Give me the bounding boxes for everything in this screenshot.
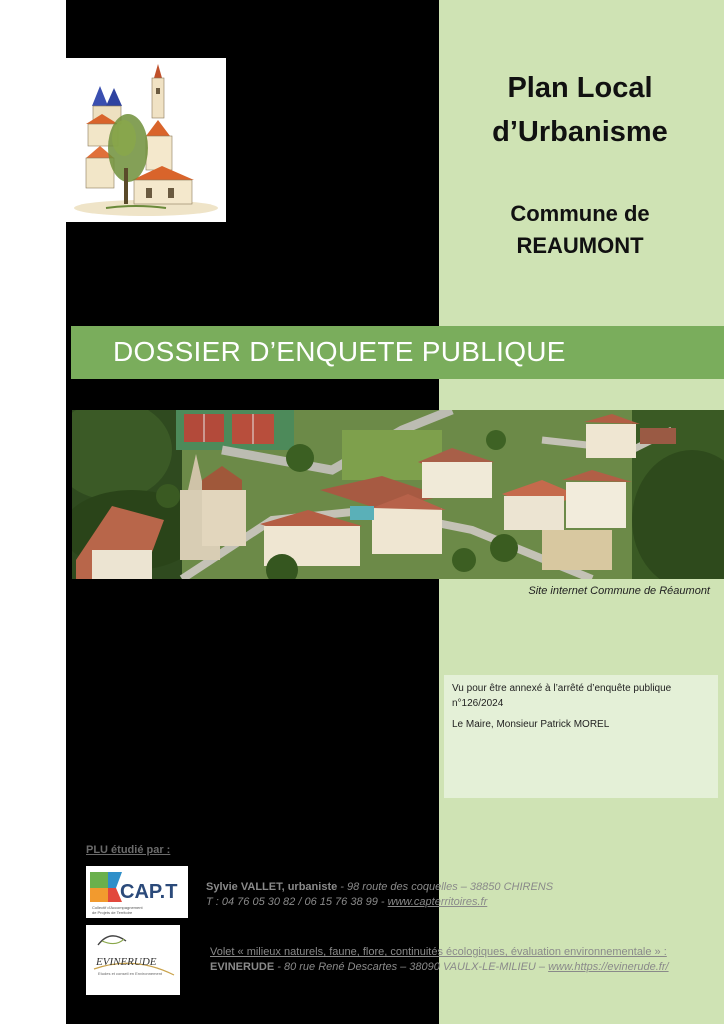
dossier-banner	[71, 326, 724, 379]
annex-line-1: Vu pour être annexé à l’arrêté d’enquête publique	[452, 683, 672, 694]
credit2-name: EVINERUDE	[210, 961, 275, 973]
capt-logo-tagline-2: de Projets de Territoire	[92, 910, 133, 915]
evi-logo-tagline: Etudes et conseil en Environnement	[98, 971, 163, 976]
annex-line-2: n°126/2024	[452, 698, 504, 709]
capt-logo-tagline-1: Collectif d'Accompagnement	[92, 905, 143, 910]
title-line-2: d’Urbanisme	[492, 116, 668, 148]
credit1-phone: T : 04 76 05 30 82 / 06 15 76 38 99 -	[206, 896, 388, 908]
title-line-1: Plan Local	[507, 72, 653, 104]
capt-logo-name: CAP.T	[120, 881, 178, 903]
capt-logo	[86, 866, 188, 918]
annex-box	[444, 675, 718, 798]
annex-line-3: Le Maire, Monsieur Patrick MOREL	[452, 719, 610, 730]
credit-evinerude	[210, 945, 669, 975]
banner-text: DOSSIER D’ENQUETE PUBLIQUE	[113, 336, 566, 367]
plu-label: PLU étudié par :	[86, 844, 171, 856]
evinerude-logo	[86, 925, 180, 995]
subtitle-line-2: REAUMONT	[516, 233, 644, 258]
credit1-web-link[interactable]: www.capterritoires.fr	[387, 896, 488, 908]
commune-subtitle	[460, 198, 700, 262]
credit2-address: - 80 rue René Descartes – 38090 VAULX-LE-MILIEU –	[274, 961, 549, 973]
subtitle-line-1: Commune de	[510, 201, 650, 226]
credit1-name: Sylvie VALLET, urbaniste	[206, 881, 338, 893]
photo-caption: Site internet Commune de Réaumont	[528, 585, 710, 597]
evi-logo-name: EVINERUDE	[96, 956, 157, 968]
credit-capt	[206, 880, 553, 910]
document-title	[460, 66, 700, 154]
credit2-web-link[interactable]: www.https://evinerude.fr/	[548, 961, 669, 973]
village-sketch-logo	[66, 58, 226, 222]
credit1-address: - 98 route des coquelles – 38850 CHIRENS	[337, 881, 554, 893]
aerial-village-photo	[72, 410, 724, 579]
credit2-line-1: Volet « milieux naturels, faune, flore, continuités écologiques, évaluation environnementale » :	[210, 946, 667, 958]
